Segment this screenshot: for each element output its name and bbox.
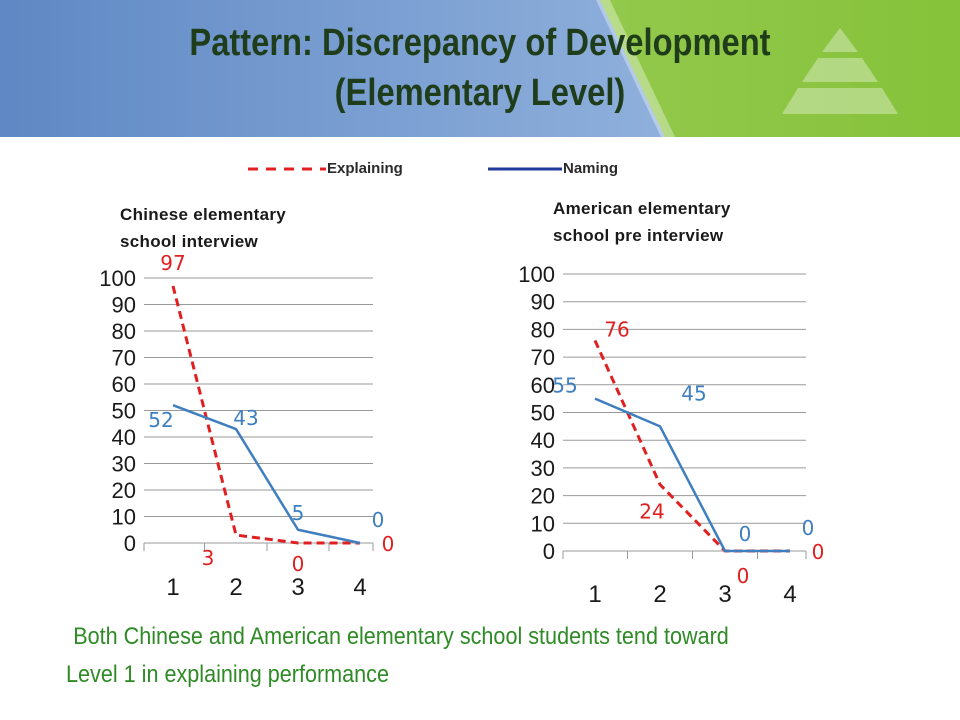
naming-data-label: 55 <box>552 373 578 398</box>
naming-data-label: 0 <box>371 508 385 532</box>
chart-legend <box>0 150 960 190</box>
naming-data-label: 5 <box>291 500 305 525</box>
y-tick-label: 10 <box>530 511 555 537</box>
explaining-data-label: 3 <box>201 546 215 571</box>
x-category-label: 4 <box>353 574 367 601</box>
slide-title-line2: (Elementary Level) <box>334 72 626 114</box>
y-tick-label: 70 <box>530 345 555 371</box>
x-category-label: 1 <box>588 581 602 608</box>
legend-explaining-label: Explaining <box>327 160 403 177</box>
x-category-label: 2 <box>653 581 667 608</box>
y-tick-label: 80 <box>530 317 555 343</box>
y-tick-label: 80 <box>111 319 136 344</box>
caption-line1: Both Chinese and American elementary school students tend toward <box>73 623 729 650</box>
x-category-label: 2 <box>229 574 243 601</box>
left-chart-svg <box>68 255 400 605</box>
slide-title-line1: Pattern: Discrepancy of Development <box>189 22 771 64</box>
slide-caption <box>66 618 946 694</box>
y-tick-label: 30 <box>530 455 555 481</box>
naming-data-label: 0 <box>738 522 752 546</box>
y-tick-label: 0 <box>123 531 136 556</box>
naming-data-label: 0 <box>801 516 815 540</box>
explaining-data-label: 0 <box>381 532 395 556</box>
naming-data-label: 43 <box>233 406 259 431</box>
right-chart <box>488 260 828 610</box>
y-tick-label: 40 <box>530 428 555 454</box>
y-tick-label: 70 <box>111 345 136 371</box>
x-category-label: 3 <box>291 574 305 601</box>
y-tick-label: 50 <box>530 400 555 426</box>
naming-data-label: 52 <box>148 408 174 433</box>
explaining-series-line <box>173 286 360 543</box>
y-tick-label: 60 <box>530 372 555 398</box>
right-chart-svg <box>488 260 828 610</box>
naming-data-label: 45 <box>681 381 707 406</box>
explaining-data-label: 0 <box>811 540 825 564</box>
explaining-data-label: 97 <box>160 255 186 275</box>
y-tick-label: 20 <box>530 483 555 509</box>
x-category-label: 4 <box>783 581 797 608</box>
y-tick-label: 60 <box>111 372 136 397</box>
explaining-data-label: 0 <box>736 564 750 588</box>
naming-series-line <box>595 399 790 551</box>
explaining-series-line <box>595 340 790 551</box>
left-chart-title: Chinese elementary school interview <box>120 205 287 251</box>
naming-series-line <box>173 405 360 543</box>
legend-naming-label: Naming <box>563 160 619 177</box>
y-tick-label: 0 <box>542 539 555 564</box>
explaining-data-label: 0 <box>291 552 305 576</box>
left-chart <box>68 255 400 605</box>
explaining-data-label: 76 <box>604 317 630 342</box>
y-tick-label: 90 <box>111 292 136 318</box>
y-tick-label: 10 <box>111 504 136 530</box>
slide-title <box>119 18 841 118</box>
y-tick-label: 20 <box>111 478 136 503</box>
y-tick-label: 30 <box>111 451 136 477</box>
explaining-data-label: 24 <box>639 499 665 524</box>
caption-line2: Level 1 in explaining performance <box>66 661 390 688</box>
y-tick-label: 50 <box>111 398 136 424</box>
y-tick-label: 100 <box>99 266 136 291</box>
y-tick-label: 40 <box>111 425 136 450</box>
y-tick-label: 100 <box>518 262 555 287</box>
x-category-label: 3 <box>718 581 732 608</box>
x-category-label: 1 <box>166 574 180 601</box>
right-chart-title: American elementary school pre interview <box>553 199 731 245</box>
y-tick-label: 90 <box>530 289 555 315</box>
